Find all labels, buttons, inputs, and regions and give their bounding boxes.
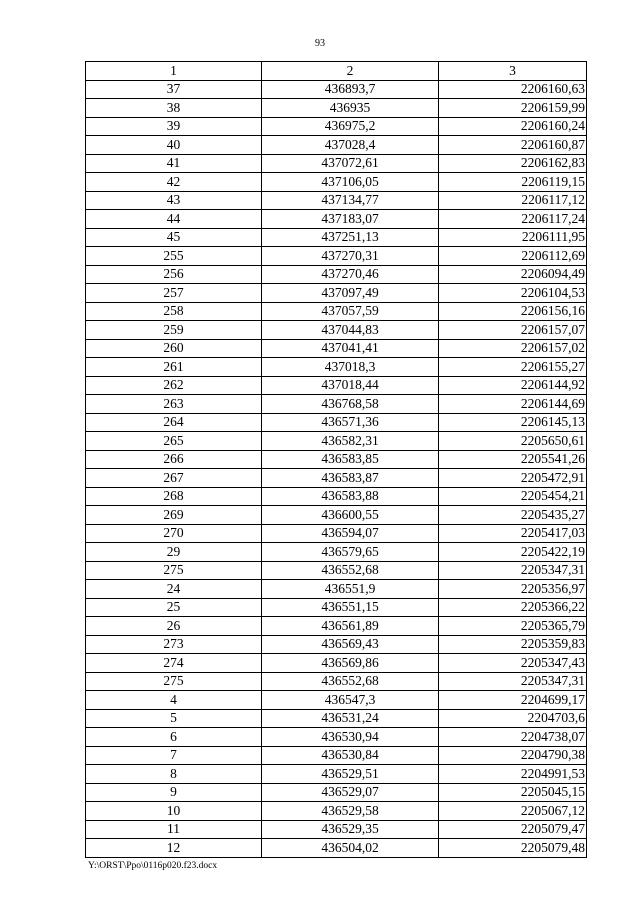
footer-file-path: Y:\ORST\Ppo\0116p020.f23.docx [88, 861, 218, 871]
table-header-row [86, 62, 587, 81]
x-coordinate-cell: 436547,3 [262, 691, 439, 710]
y-coordinate-cell: 2205079,47 [439, 820, 587, 839]
y-coordinate-cell: 2206157,02 [439, 339, 587, 358]
point-number-cell: 40 [86, 136, 262, 155]
point-number-cell: 267 [86, 469, 262, 488]
table-row [86, 284, 587, 303]
x-coordinate-cell: 436600,55 [262, 506, 439, 525]
x-coordinate-cell: 436893,7 [262, 80, 439, 99]
x-coordinate-cell: 436530,94 [262, 728, 439, 747]
y-coordinate-cell: 2206117,24 [439, 210, 587, 229]
table-row [86, 746, 587, 765]
x-coordinate-cell: 437028,4 [262, 136, 439, 155]
y-coordinate-cell: 2205067,12 [439, 802, 587, 821]
point-number-cell: 265 [86, 432, 262, 451]
point-number-cell: 5 [86, 709, 262, 728]
table-row [86, 783, 587, 802]
table-row [86, 635, 587, 654]
point-number-cell: 43 [86, 191, 262, 210]
y-coordinate-cell: 2206162,83 [439, 154, 587, 173]
table-row [86, 728, 587, 747]
point-number-cell: 39 [86, 117, 262, 136]
x-coordinate-cell: 437072,61 [262, 154, 439, 173]
x-coordinate-cell: 436552,68 [262, 672, 439, 691]
y-coordinate-cell: 2206160,63 [439, 80, 587, 99]
table-row [86, 598, 587, 617]
table-row [86, 450, 587, 469]
point-number-cell: 266 [86, 450, 262, 469]
point-number-cell: 44 [86, 210, 262, 229]
x-coordinate-cell: 437097,49 [262, 284, 439, 303]
point-number-cell: 273 [86, 635, 262, 654]
x-coordinate-cell: 436552,68 [262, 561, 439, 580]
point-number-cell: 9 [86, 783, 262, 802]
x-coordinate-cell: 437270,46 [262, 265, 439, 284]
point-number-cell: 24 [86, 580, 262, 599]
table-row [86, 802, 587, 821]
point-number-cell: 41 [86, 154, 262, 173]
table-row [86, 765, 587, 784]
column-header-point-number: 1 [86, 62, 262, 81]
point-number-cell: 268 [86, 487, 262, 506]
point-number-cell: 270 [86, 524, 262, 543]
table-row [86, 265, 587, 284]
table-row [86, 136, 587, 155]
x-coordinate-cell: 436579,65 [262, 543, 439, 562]
x-coordinate-cell: 436531,24 [262, 709, 439, 728]
y-coordinate-cell: 2204703,6 [439, 709, 587, 728]
point-number-cell: 275 [86, 672, 262, 691]
point-number-cell: 38 [86, 99, 262, 118]
y-coordinate-cell: 2204699,17 [439, 691, 587, 710]
table-row [86, 395, 587, 414]
table-row [86, 247, 587, 266]
table-row [86, 524, 587, 543]
point-number-cell: 262 [86, 376, 262, 395]
table-row [86, 228, 587, 247]
point-number-cell: 37 [86, 80, 262, 99]
table-row [86, 432, 587, 451]
column-header-y: 3 [439, 62, 587, 81]
x-coordinate-cell: 436529,35 [262, 820, 439, 839]
x-coordinate-cell: 437057,59 [262, 302, 439, 321]
table-row [86, 173, 587, 192]
y-coordinate-cell: 2206144,92 [439, 376, 587, 395]
y-coordinate-cell: 2206112,69 [439, 247, 587, 266]
point-number-cell: 261 [86, 358, 262, 377]
table-row [86, 339, 587, 358]
x-coordinate-cell: 436561,89 [262, 617, 439, 636]
point-number-cell: 7 [86, 746, 262, 765]
table-row [86, 691, 587, 710]
y-coordinate-cell: 2206145,13 [439, 413, 587, 432]
table-row [86, 543, 587, 562]
y-coordinate-cell: 2205541,26 [439, 450, 587, 469]
y-coordinate-cell: 2205359,83 [439, 635, 587, 654]
table-row [86, 321, 587, 340]
x-coordinate-cell: 436768,58 [262, 395, 439, 414]
y-coordinate-cell: 2206104,53 [439, 284, 587, 303]
y-coordinate-cell: 2206094,49 [439, 265, 587, 284]
point-number-cell: 259 [86, 321, 262, 340]
table-row [86, 820, 587, 839]
x-coordinate-cell: 436529,51 [262, 765, 439, 784]
point-number-cell: 256 [86, 265, 262, 284]
table-body [86, 80, 587, 857]
table-row [86, 672, 587, 691]
table-row [86, 358, 587, 377]
page-number: 93 [315, 38, 325, 49]
table-row [86, 709, 587, 728]
x-coordinate-cell: 437044,83 [262, 321, 439, 340]
x-coordinate-cell: 436935 [262, 99, 439, 118]
y-coordinate-cell: 2204790,38 [439, 746, 587, 765]
table-row [86, 376, 587, 395]
x-coordinate-cell: 436583,87 [262, 469, 439, 488]
x-coordinate-cell: 436530,84 [262, 746, 439, 765]
y-coordinate-cell: 2205347,31 [439, 672, 587, 691]
table-row [86, 99, 587, 118]
point-number-cell: 8 [86, 765, 262, 784]
point-number-cell: 274 [86, 654, 262, 673]
point-number-cell: 45 [86, 228, 262, 247]
y-coordinate-cell: 2206159,99 [439, 99, 587, 118]
y-coordinate-cell: 2206155,27 [439, 358, 587, 377]
x-coordinate-cell: 437251,13 [262, 228, 439, 247]
x-coordinate-cell: 436551,15 [262, 598, 439, 617]
point-number-cell: 263 [86, 395, 262, 414]
y-coordinate-cell: 2206119,15 [439, 173, 587, 192]
x-coordinate-cell: 437183,07 [262, 210, 439, 229]
table-row [86, 561, 587, 580]
point-number-cell: 6 [86, 728, 262, 747]
y-coordinate-cell: 2205347,43 [439, 654, 587, 673]
y-coordinate-cell: 2204738,07 [439, 728, 587, 747]
y-coordinate-cell: 2206160,24 [439, 117, 587, 136]
x-coordinate-cell: 437106,05 [262, 173, 439, 192]
point-number-cell: 11 [86, 820, 262, 839]
table-row [86, 580, 587, 599]
table-row [86, 210, 587, 229]
coordinates-table [85, 61, 587, 858]
y-coordinate-cell: 2206144,69 [439, 395, 587, 414]
x-coordinate-cell: 436529,07 [262, 783, 439, 802]
x-coordinate-cell: 436582,31 [262, 432, 439, 451]
table-row [86, 839, 587, 858]
x-coordinate-cell: 436529,58 [262, 802, 439, 821]
y-coordinate-cell: 2205356,97 [439, 580, 587, 599]
table-row [86, 413, 587, 432]
point-number-cell: 12 [86, 839, 262, 858]
y-coordinate-cell: 2205366,22 [439, 598, 587, 617]
x-coordinate-cell: 436551,9 [262, 580, 439, 599]
point-number-cell: 275 [86, 561, 262, 580]
y-coordinate-cell: 2205079,48 [439, 839, 587, 858]
y-coordinate-cell: 2206160,87 [439, 136, 587, 155]
table-row [86, 154, 587, 173]
x-coordinate-cell: 437018,44 [262, 376, 439, 395]
y-coordinate-cell: 2205650,61 [439, 432, 587, 451]
y-coordinate-cell: 2205454,21 [439, 487, 587, 506]
y-coordinate-cell: 2205472,91 [439, 469, 587, 488]
point-number-cell: 26 [86, 617, 262, 636]
table-row [86, 617, 587, 636]
x-coordinate-cell: 436571,36 [262, 413, 439, 432]
y-coordinate-cell: 2205422,19 [439, 543, 587, 562]
point-number-cell: 258 [86, 302, 262, 321]
point-number-cell: 257 [86, 284, 262, 303]
table-row [86, 469, 587, 488]
y-coordinate-cell: 2205347,31 [439, 561, 587, 580]
point-number-cell: 25 [86, 598, 262, 617]
x-coordinate-cell: 437134,77 [262, 191, 439, 210]
table-row [86, 191, 587, 210]
x-coordinate-cell: 436504,02 [262, 839, 439, 858]
x-coordinate-cell: 437270,31 [262, 247, 439, 266]
x-coordinate-cell: 436594,07 [262, 524, 439, 543]
column-header-x: 2 [262, 62, 439, 81]
point-number-cell: 10 [86, 802, 262, 821]
y-coordinate-cell: 2206111,95 [439, 228, 587, 247]
table-row [86, 506, 587, 525]
x-coordinate-cell: 436569,43 [262, 635, 439, 654]
y-coordinate-cell: 2204991,53 [439, 765, 587, 784]
x-coordinate-cell: 436569,86 [262, 654, 439, 673]
table-row [86, 302, 587, 321]
x-coordinate-cell: 436583,88 [262, 487, 439, 506]
y-coordinate-cell: 2206117,12 [439, 191, 587, 210]
point-number-cell: 269 [86, 506, 262, 525]
table-row [86, 654, 587, 673]
y-coordinate-cell: 2206156,16 [439, 302, 587, 321]
x-coordinate-cell: 436975,2 [262, 117, 439, 136]
point-number-cell: 264 [86, 413, 262, 432]
x-coordinate-cell: 437018,3 [262, 358, 439, 377]
y-coordinate-cell: 2205435,27 [439, 506, 587, 525]
x-coordinate-cell: 437041,41 [262, 339, 439, 358]
y-coordinate-cell: 2205417,03 [439, 524, 587, 543]
point-number-cell: 29 [86, 543, 262, 562]
point-number-cell: 42 [86, 173, 262, 192]
y-coordinate-cell: 2205045,15 [439, 783, 587, 802]
table-row [86, 487, 587, 506]
point-number-cell: 255 [86, 247, 262, 266]
table-row [86, 117, 587, 136]
y-coordinate-cell: 2205365,79 [439, 617, 587, 636]
x-coordinate-cell: 436583,85 [262, 450, 439, 469]
table-row [86, 80, 587, 99]
point-number-cell: 4 [86, 691, 262, 710]
point-number-cell: 260 [86, 339, 262, 358]
y-coordinate-cell: 2206157,07 [439, 321, 587, 340]
